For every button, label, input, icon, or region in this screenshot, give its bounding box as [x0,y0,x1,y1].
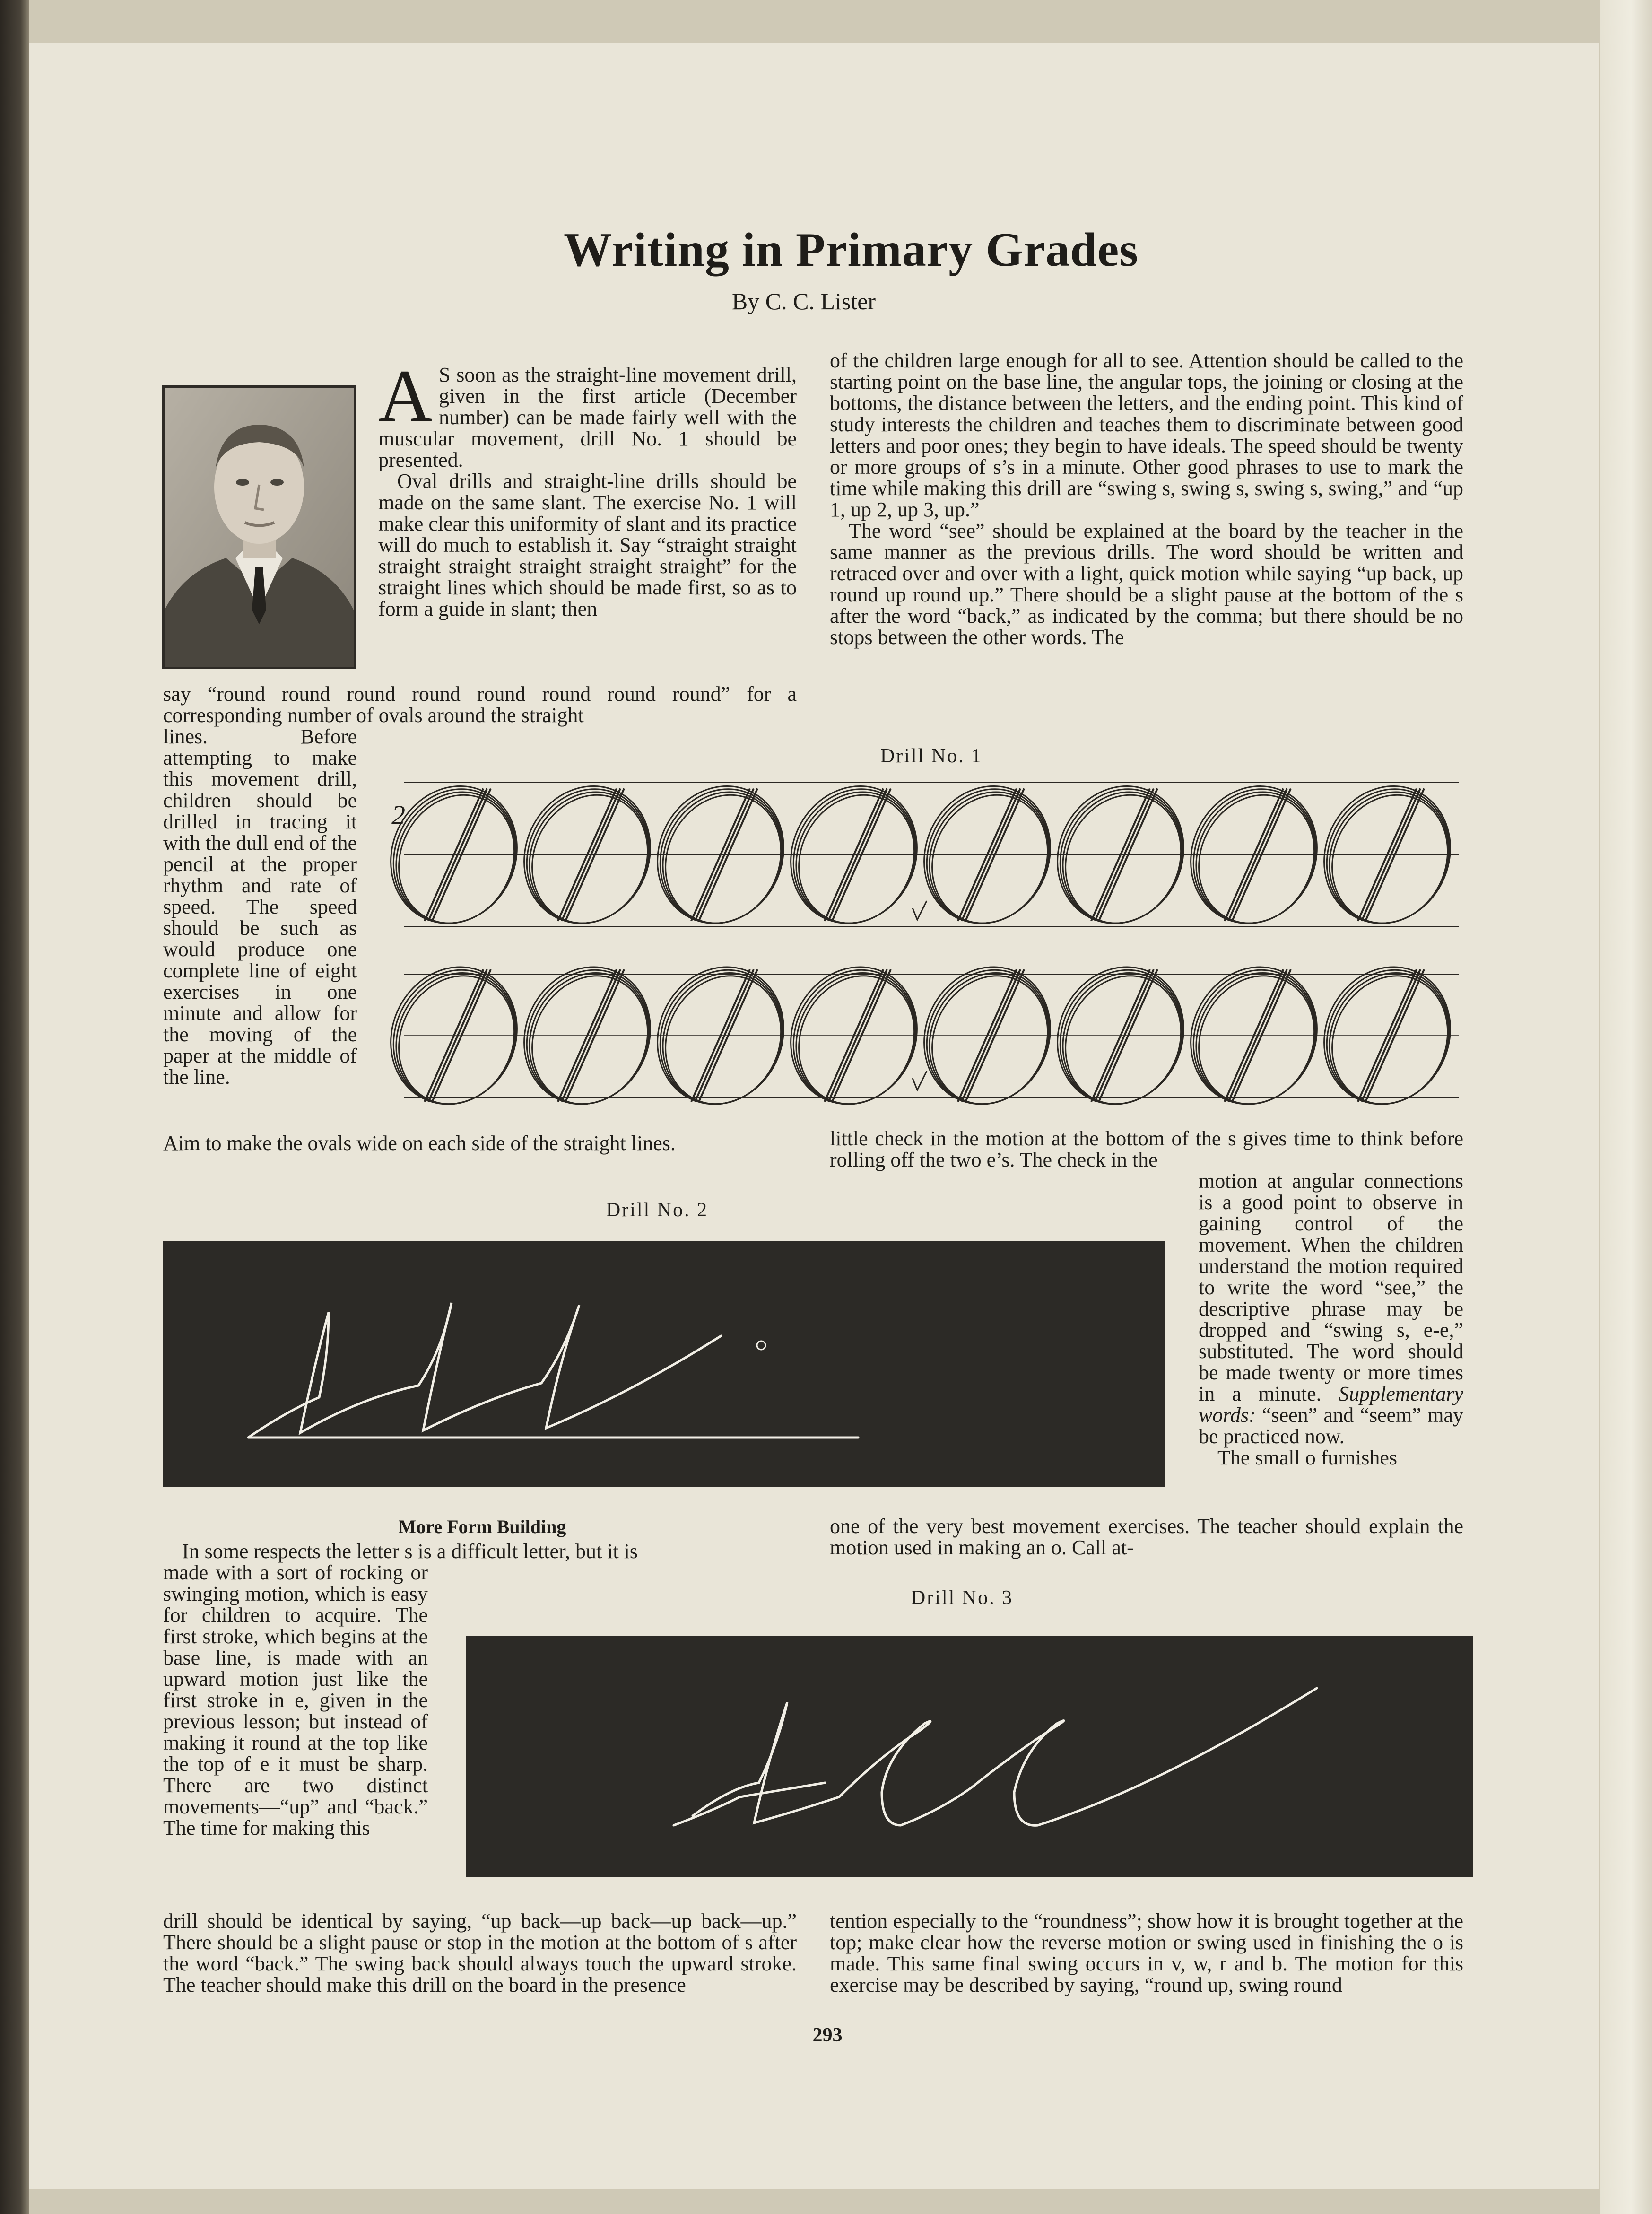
paragraph: The small o furnishes [1217,1446,1398,1469]
drill-1-caption: Drill No. 1 [880,745,983,767]
drill-oval [1305,950,1463,1121]
right-column-mid [830,1128,1463,1170]
right-column-top [830,350,1463,648]
text-run: “seen” and “seem” may be practiced now. [1199,1403,1463,1448]
drill-2-chalk-writing [163,1241,1165,1487]
drill-2-blackboard [163,1241,1165,1487]
drop-cap: A [378,355,433,437]
drill-3-blackboard [466,1636,1473,1877]
drill-oval [1312,776,1463,942]
paragraph: one of the very best movement exercises. The teacher should explain the motion used in making an o. Call at- [830,1515,1463,1559]
text-run: motion at angular connections is a good point to observe in gaining control of the movement. When the children understand the motion required to write the word “see,” the descriptive phrase may be dropped and “swing s, e-e,” substituted. The word should be made twenty or more times in a minute. [1199,1169,1463,1405]
drill-oval [1312,957,1463,1121]
section-subhead: More Form Building [398,1516,566,1537]
book-binding [0,0,29,2214]
drill-1-mark: 2 [391,800,405,830]
drill-2-caption: Drill No. 2 [606,1199,709,1221]
paragraph: Oval drills and straight-line drills should be made on the same slant. The exercise No. 1 will make clear this uniformity of slant and its practice will do much to establish it. Say “straight straight straight straight straight straight straight” for the straight lines which should be made first, so as to form a guide in slant; then [378,470,797,620]
paragraph: In some respects the letter s is a difficult letter, but it is [182,1540,638,1563]
paragraph: tention especially to the “roundness”; show how it is brought together at the top; make clear how the reverse motion or swing used in finishing the o is made. This same final swing occurs in v, w, r and b. The motion for this exercise may be described by saying, “round up, swing round [830,1909,1463,1996]
author-photo [162,385,356,669]
drill-3-chalk-writing [466,1636,1473,1877]
check-mark [913,901,927,920]
right-column-bottom [830,1910,1463,1996]
left-column-bottom-wide [163,1541,797,1562]
paragraph: drill should be identical by saying, “up back—up back—up back—up.” There should be a slight pause or stop in the motion at the bottom of s after the word “back.” The swing back should always touch the upward stroke. The teacher should make this drill on the board in the presence [163,1909,797,1996]
paragraph: of the children large enough for all to see. Attention should be called to the starting point on the base line, the angular tops, the joining or closing at the bottoms, the distance between the letters, and the ending point. This kind of study interests the children and teaches them to discriminate between good letters and poor ones; they begin to have ideals. The speed should be twenty or more groups of s’s in a minute. Other good phrases to use to mark the time while making this drill are “swing s, swing s, swing s, swing,” and “up 1, up 2, up 3, up.” [830,349,1463,521]
left-column-after-drill [163,1133,797,1154]
left-column-narrow [163,726,357,1088]
paragraph [1199,1170,1463,1447]
paragraph: lines. Before attempting to make this movement drill, children should be drilled in tracing it with the dull end of the pencil at the proper rhythm and rate of speed. The speed should be such as would produce one complete line of eight exercises in one minute and allow for the moving of the paper at the middle of the line. [163,725,357,1089]
article-title: Writing in Primary Grades [564,223,1139,277]
left-column-intro [378,355,797,620]
right-column-full [830,1516,1463,1558]
check-mark [913,1071,927,1090]
right-column-narrow [1199,1170,1463,1468]
left-column-bottom-narrow [163,1562,428,1839]
left-column-wide [163,683,797,726]
paragraph: say “round round round round round round round round” for a corresponding number of ovals around the straight [163,682,797,727]
page-edge [1600,0,1652,2214]
author-portrait-image [165,388,354,667]
paragraph: made with a sort of rocking or swinging motion, which is easy for children to acquire. The first stroke, which begins at the base line, is made with an upward motion just like the first stroke in e, given in the previous lesson; but instead of making it round at the top like the top of e it must be sharp. There are two distinct movements—“up” and “back.” The time for making this [163,1561,428,1839]
page-number: 293 [812,2024,843,2046]
supplementary-label: Supplementary words: [1199,1382,1463,1427]
drill-oval [1302,946,1463,1121]
paragraph: Aim to make the ovals wide on each side of the straight lines. [163,1132,676,1155]
paragraph: S soon as the straight-line movement drill, given in the first article (December number) can be made fairly well with the muscular movement, drill No. 1 should be presented. [378,363,797,471]
drill-1-ovals [385,771,1463,1121]
paragraph: The word “see” should be explained at the board by the teacher in the same manner as the previous drills. The word should be written and retraced over and over with a light, quick motion while saying “up back, up round up round up.” There should be a slight pause at the bottom of the s after the word “back,” as indicated by the comma; but there should be no stops between the other words. The [830,519,1463,649]
paragraph: little check in the motion at the bottom of the s gives time to think before rolling off the two e’s. The check in the [830,1127,1463,1171]
drill-3-caption: Drill No. 3 [911,1587,1014,1609]
left-column-bottom-end [163,1910,797,1996]
article-byline: By C. C. Lister [731,288,876,314]
